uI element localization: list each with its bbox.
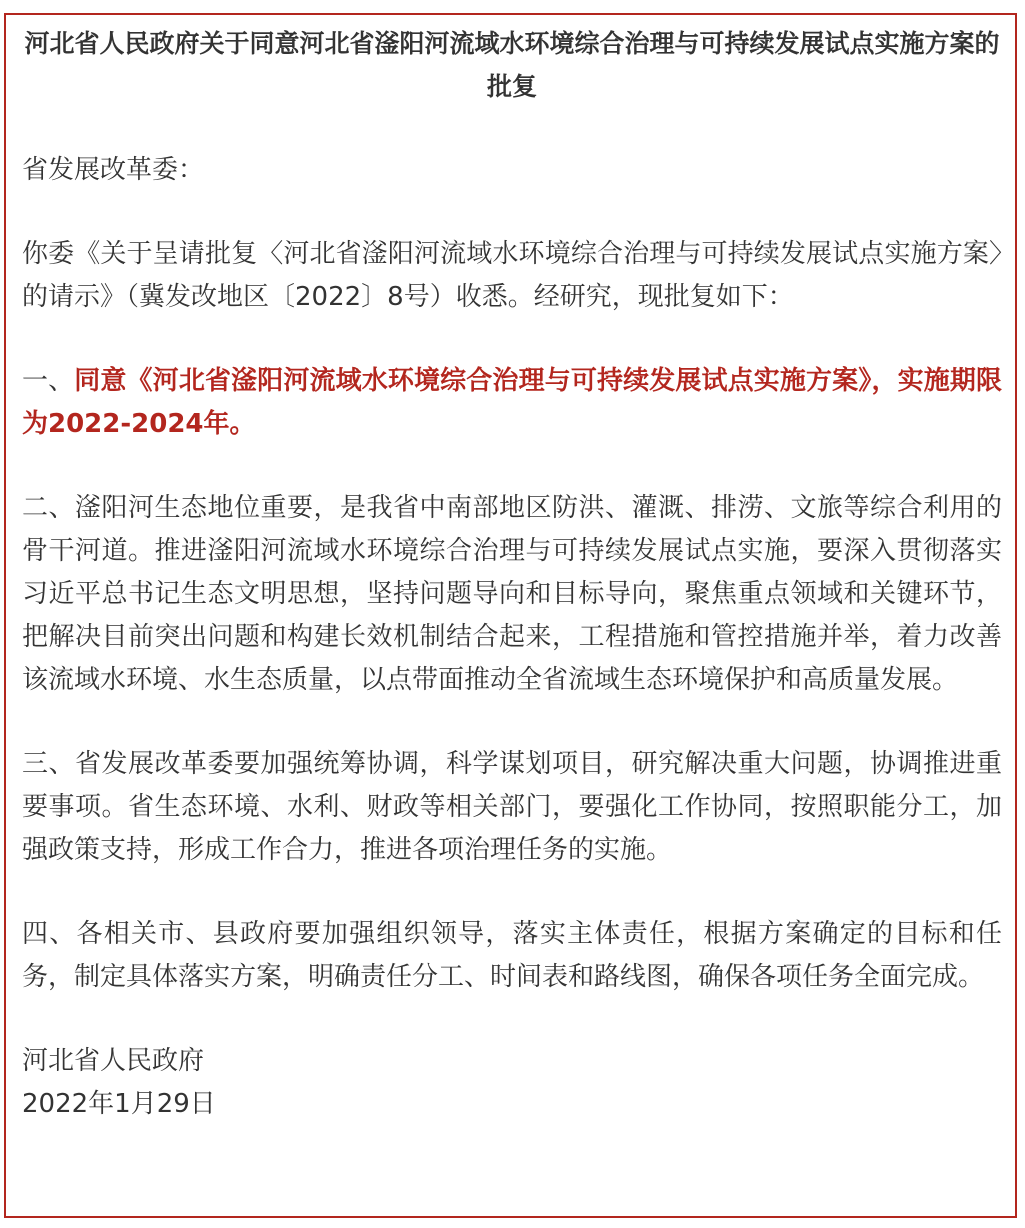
- intro-paragraph: 你委《关于呈请批复〈河北省滏阳河流域水环境综合治理与可持续发展试点实施方案〉的请示》（冀发改地区〔2022〕8号）收悉。经研究，现批复如下：: [22, 239, 1002, 312]
- item-1-prefix: 一、: [22, 366, 75, 396]
- item-3-paragraph: 三、省发展改革委要加强统筹协调，科学谋划项目，研究解决重大问题，协调推进重要事项。省生态环境、水利、财政等相关部门，要强化工作协同，按照职能分工，加强政策支持，形成工作合力，推进各项治理任务的实施。: [22, 749, 1002, 865]
- item-4-paragraph: 四、各相关市、县政府要加强组织领导，落实主体责任，根据方案确定的目标和任务，制定具体落实方案，明确责任分工、时间表和路线图，确保各项任务全面完成。: [22, 919, 1002, 992]
- document-body: [22, 22, 1002, 1126]
- addressee: 省发展改革委：: [22, 155, 205, 185]
- item-1-paragraph: [22, 360, 1002, 446]
- signature-issuer: 河北省人民政府: [22, 1046, 205, 1076]
- item-1-highlight: 同意《河北省滏阳河流域水环境综合治理与可持续发展试点实施方案》，实施期限为2022-2024年。: [22, 366, 1002, 439]
- item-2-paragraph: 二、滏阳河生态地位重要，是我省中南部地区防洪、灌溉、排涝、文旅等综合利用的骨干河道。推进滏阳河流域水环境综合治理与可持续发展试点实施，要深入贯彻落实习近平总书记生态文明思想，坚持问题导向和目标导向，聚焦重点领域和关键环节，把解决目前突出问题和构建长效机制结合起来，工程措施和管控措施并举，着力改善该流域水环境、水生态质量，以点带面推动全省流域生态环境保护和高质量发展。: [22, 493, 1002, 695]
- signature-date: 2022年1月29日: [22, 1089, 216, 1119]
- document-title: 河北省人民政府关于同意河北省滏阳河流域水环境综合治理与可持续发展试点实施方案的批复: [24, 29, 1000, 101]
